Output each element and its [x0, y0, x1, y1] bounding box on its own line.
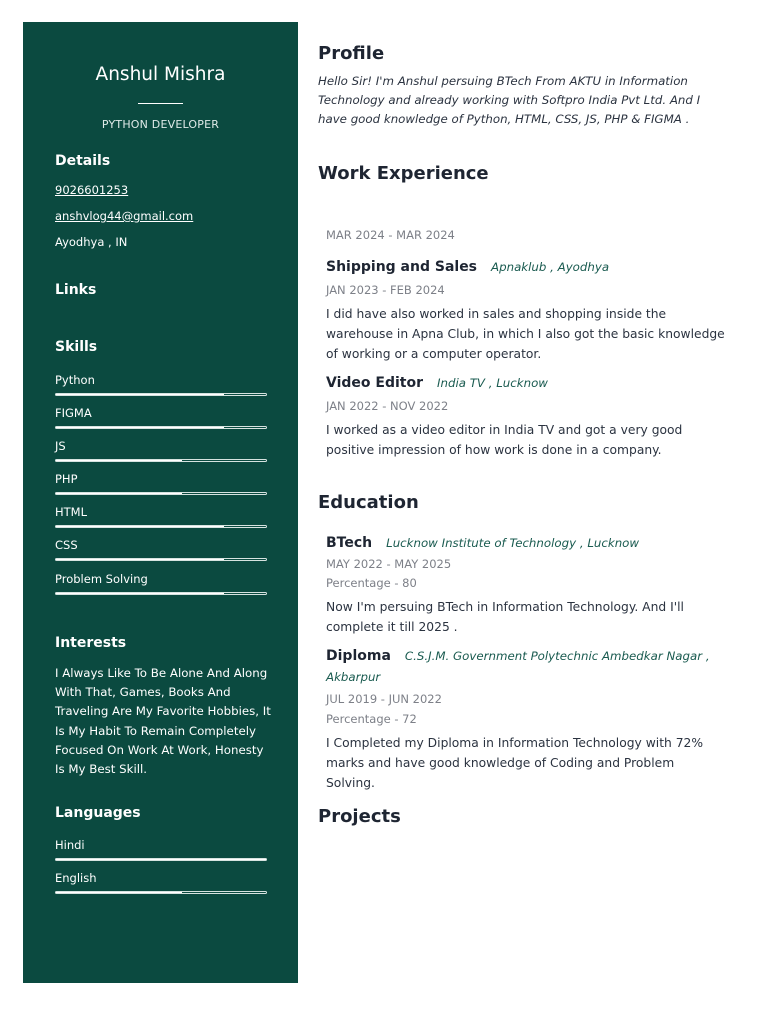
degree-name: BTech [326, 535, 373, 551]
skill-bar-fill [56, 493, 182, 494]
work-description: I worked as a video editor in India TV and got a very good positive impression of how work is done in a company. [326, 423, 683, 457]
skill-item [55, 472, 267, 486]
phone-link[interactable]: 9026601253 [55, 183, 129, 197]
education-date: JUL 2019 - JUN 2022 [326, 692, 442, 706]
email-link[interactable]: anshvlog44@gmail.com [55, 209, 194, 223]
degree-name: Diploma [326, 648, 391, 664]
skill-label: FIGMA [55, 406, 92, 420]
skill-bar [55, 558, 267, 561]
education-date: MAY 2022 - MAY 2025 [326, 557, 452, 571]
skill-bar [55, 426, 267, 429]
language-bar-fill [56, 859, 266, 860]
language-bar-fill [56, 892, 182, 893]
institution-name: C.S.J.M. Government Polytechnic Ambedkar Nagar , Akbarpur [326, 649, 710, 684]
skill-item [55, 505, 267, 519]
work-date: JAN 2023 - FEB 2024 [326, 283, 445, 297]
education-percentage: Percentage - 80 [326, 576, 417, 590]
employer-name: India TV , Lucknow [437, 376, 548, 390]
links-heading: Links [55, 282, 97, 298]
language-label: English [55, 871, 97, 885]
skill-item [55, 572, 267, 586]
work-experience-heading: Work Experience [318, 163, 489, 184]
language-item [55, 838, 267, 852]
education-percentage: Percentage - 72 [326, 712, 417, 726]
profile-text: Hello Sir! I'm Anshul persuing BTech From AKTU in Information Technology and already working with Softpro India Pvt Ltd. And I have good knowledge of Python, HTML, CSS, JS, PHP & FIGMA . [318, 74, 701, 126]
skill-bar [55, 492, 267, 495]
skill-item [55, 439, 267, 453]
skill-bar [55, 459, 267, 462]
work-date: MAR 2024 - MAR 2024 [326, 228, 455, 242]
job-role: PYTHON DEVELOPER [101, 118, 220, 131]
interests-heading: Interests [55, 635, 127, 651]
degree-title [326, 535, 639, 551]
projects-heading: Projects [318, 806, 401, 827]
education-description: Now I'm persuing BTech in Information Technology. And I'll complete it till 2025 . [326, 600, 684, 634]
language-item [55, 871, 267, 885]
job-title [326, 375, 548, 391]
skill-bar-fill [56, 559, 224, 560]
skill-bar [55, 393, 267, 396]
profile-heading: Profile [318, 43, 385, 64]
location-text: Ayodhya , IN [55, 235, 128, 249]
skill-bar-fill [56, 394, 224, 395]
language-bar [55, 891, 267, 894]
skill-label: PHP [55, 472, 78, 486]
education-heading: Education [318, 492, 419, 513]
skill-label: HTML [55, 505, 88, 519]
skill-item [55, 538, 267, 552]
skill-item [55, 406, 267, 420]
institution-name: Lucknow Institute of Technology , Lucknow [386, 536, 640, 550]
job-title [326, 259, 609, 275]
skill-bar-fill [56, 427, 224, 428]
job-title-text: Shipping and Sales [326, 259, 478, 275]
skill-bar-fill [56, 526, 224, 527]
education-description: I Completed my Diploma in Information Technology with 72% marks and have good knowledge of Coding and Problem Solving. [326, 736, 704, 790]
skill-bar-fill [56, 593, 224, 594]
sidebar [23, 22, 298, 983]
employer-name: Apnaklub , Ayodhya [491, 260, 610, 274]
skill-label: Problem Solving [55, 572, 148, 586]
work-date: JAN 2022 - NOV 2022 [326, 399, 449, 413]
language-label: Hindi [55, 838, 85, 852]
job-title-text: Video Editor [326, 375, 423, 391]
interests-text: I Always Like To Be Alone And Along With That, Games, Books And Traveling Are My Favorite Hobbies, It Is My Habit To Remain Completely Focused On Work At Work, Honesty Is My Best Skill. [55, 666, 271, 777]
languages-heading: Languages [55, 805, 141, 821]
skill-label: CSS [55, 538, 78, 552]
work-description: I did have also worked in sales and shopping inside the warehouse in Apna Club, in which I also got the basic knowledge of working or a computer operator. [326, 307, 725, 361]
skill-label: JS [55, 439, 66, 453]
language-bar [55, 858, 267, 861]
skill-bar-fill [56, 460, 182, 461]
name-divider [138, 103, 183, 104]
skill-label: Python [55, 373, 95, 387]
details-heading: Details [55, 153, 111, 169]
degree-title [326, 646, 726, 688]
skill-bar [55, 525, 267, 528]
skill-item [55, 373, 267, 387]
resume-name: Anshul Mishra [95, 64, 226, 85]
skills-heading: Skills [55, 339, 98, 355]
skill-bar [55, 592, 267, 595]
